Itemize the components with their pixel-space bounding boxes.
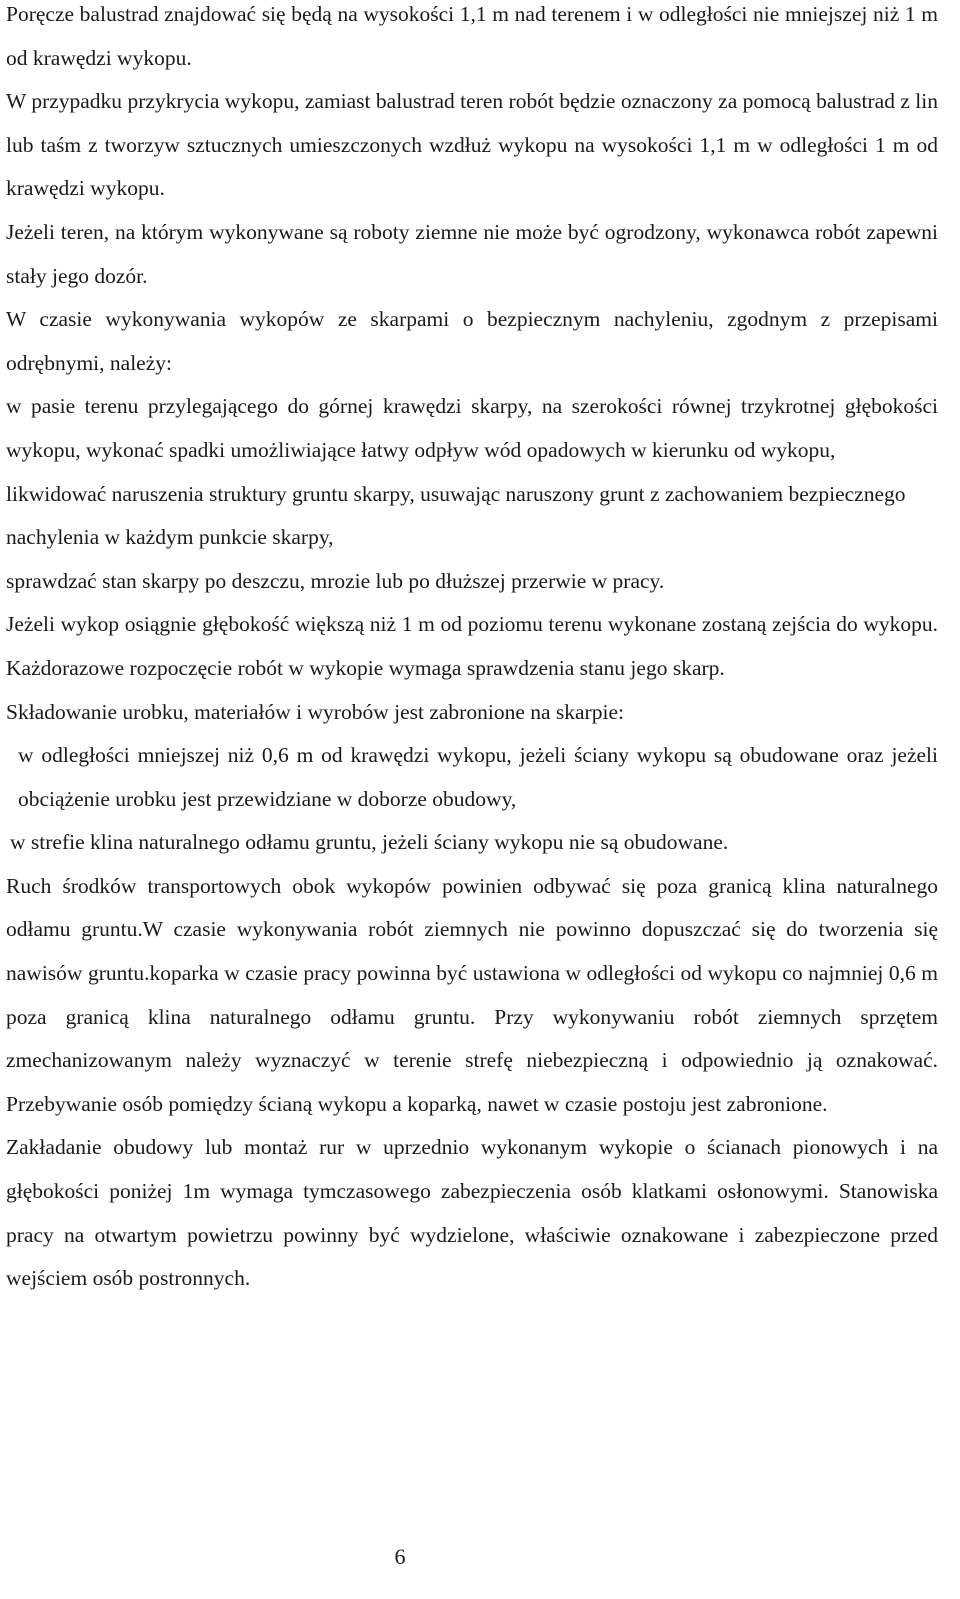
list-item-drainage: w pasie terenu przylegającego do górnej krawędzi skarpy, na szerokości równej trzykrotnej głębokości wykopu, wykonać spadki umożliwiające łatwy odpływ wód opadowych w kierunku od wykopu, bbox=[6, 394, 938, 462]
list-item-storage-distance: w odległości mniejszej niż 0,6 m od krawędzi wykopu, jeżeli ściany wykopu są obudowane oraz jeżeli obciążenie urobku jest przewidziane w doborze obudowy, bbox=[18, 743, 938, 811]
paragraph-slopes-intro: W czasie wykonywania wykopów ze skarpami o bezpiecznym nachyleniu, zgodnym z przepisami odrębnymi, należy: bbox=[6, 307, 938, 375]
paragraph-railing-height: Poręcze balustrad znajdować się będą na wysokości 1,1 m nad terenem i w odległości nie mniejszej niż 1 m od krawędzi wykopu. bbox=[6, 2, 938, 70]
page-number: 6 bbox=[394, 1544, 406, 1569]
list-item-inspection: sprawdzać stan skarpy po deszczu, mrozie lub po dłuższej przerwie w pracy. bbox=[6, 568, 665, 593]
paragraph-shoring: Zakładanie obudowy lub montaż rur w uprzednio wykonanym wykopie o ścianach pionowych i na głębokości poniżej 1m wymaga tymczasowego zabezpieczenia osób klatkami osłonowymi. Stanowiska pracy na otwartym powietrzu powinny być wydzielone, właściwie oznakowane i zabezpieczone przed wejściem osób postronnych. bbox=[6, 1135, 938, 1291]
paragraph-storage-intro: Składowanie urobku, materiałów i wyrobów jest zabronione na skarpie: bbox=[6, 699, 624, 724]
paragraph-excavation-cover: W przypadku przykrycia wykopu, zamiast balustrad teren robót będzie oznaczony za pomocą balustrad z lin lub taśm z tworzyw sztucznych umieszczonych wzdłuż wykopu na wysokości 1,1 m w odległości 1 m od krawędzi wykopu. bbox=[6, 89, 938, 201]
list-item-soil-structure: likwidować naruszenia struktury gruntu skarpy, usuwając naruszony grunt z zachowaniem bezpiecznego nachylenia w każdym punkcie skarpy, bbox=[6, 481, 906, 550]
document-body bbox=[6, 0, 938, 1301]
paragraph-transport: Ruch środków transportowych obok wykopów powinien odbywać się poza granicą klina naturalnego odłamu gruntu.W czasie wykonywania robót ziemnych nie powinno dopuszczać się do tworzenia się nawisów gruntu.koparka w czasie pracy powinna być ustawiona w odległości od wykopu co najmniej 0,6 m poza granicą klina naturalnego odłamu gruntu. Przy wykonywaniu robót ziemnych sprzętem zmechanizowanym należy wyznaczyć w terenie strefę niebezpieczną i odpowiednio ją oznakować. Przebywanie osób pomiędzy ścianą wykopu a koparką, nawet w czasie postoju jest zabronione. bbox=[6, 873, 938, 1116]
paragraph-supervision: Jeżeli teren, na którym wykonywane są roboty ziemne nie może być ogrodzony, wykonawca robót zapewni stały jego dozór. bbox=[6, 219, 938, 288]
list-item-storage-wedge: w strefie klina naturalnego odłamu gruntu, jeżeli ściany wykopu nie są obudowane. bbox=[10, 830, 729, 855]
paragraph-access-ladders: Jeżeli wykop osiągnie głębokość większą niż 1 m od poziomu terenu wykonane zostaną zejścia do wykopu. Każdorazowe rozpoczęcie robót w wykopie wymaga sprawdzenia stanu jego skarp. bbox=[6, 612, 938, 680]
